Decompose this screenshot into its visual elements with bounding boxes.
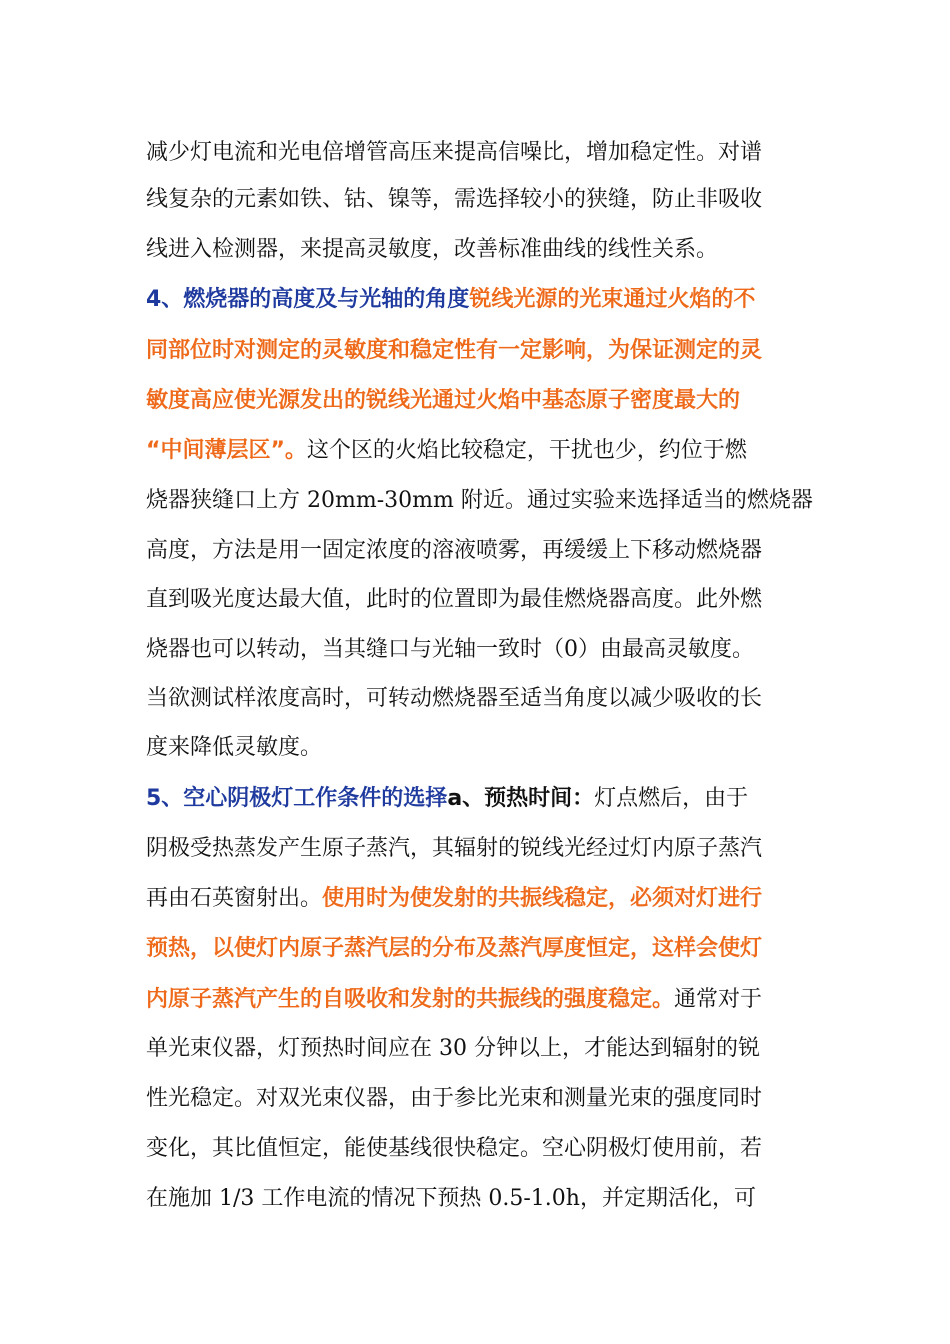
section-5-heading: 5、空心阴极灯工作条件的选择 [146,786,448,811]
paragraph-line-3: 线进入检测器，来提高灵敏度，改善标准曲线的线性关系。 [146,237,719,262]
highlight-line-1: 同部位时对测定的灵敏度和稳定性有一定影响，为保证测定的灵 [146,338,763,363]
paragraph-line-10: 烧器也可以转动，当其缝口与光轴一致时（0）由最高灵敏度。 [146,637,754,662]
highlight-line-2: 敏度高应使光源发出的锐线光通过火焰中基态原子密度最大的 [146,388,741,413]
paragraph-line-2: 线复杂的元素如铁、钴、镍等，需选择较小的狭缝，防止非吸收 [146,187,763,212]
paragraph-line-7: 烧器狭缝口上方 20mm-30mm 附近。通过实验来选择适当的燃烧器 [146,488,813,513]
section-4-heading-line [146,285,826,315]
paragraph-line-9: 直到吸光度达最大值，此时的位置即为最佳燃烧器高度。此外燃 [146,587,763,612]
paragraph-line-11: 当欲测试样浓度高时，可转动燃烧器至适当角度以减少吸收的长 [146,686,763,711]
paragraph-line-18: 单光束仪器，灯预热时间应在 30 分钟以上，才能达到辐射的锐 [146,1036,760,1061]
paragraph-line-8: 高度，方法是用一固定浓度的溶液喷雾，再缓缓上下移动燃烧器 [146,538,763,563]
section-4-heading: 4、燃烧器的高度及与光轴的角度 [146,287,470,312]
highlight-line-5: 内原子蒸汽产生的自吸收和发射的共振线的强度稳定。通常对于 [146,987,763,1012]
paragraph-line-14: 阴极受热蒸发产生原子蒸汽，其辐射的锐线光经过灯内原子蒸汽 [146,836,763,861]
paragraph-line-20: 变化，其比值恒定，能使基线很快稳定。空心阴极灯使用前，若 [146,1136,763,1161]
subheading-preheat-time: a、预热时间： [447,786,595,811]
highlight-line-4: 预热，以使灯内原子蒸汽层的分布及蒸汽厚度恒定，这样会使灯 [146,936,763,961]
paragraph-line-21: 在施加 1/3 工作电流的情况下预热 0.5-1.0h，并定期活化，可 [146,1186,756,1211]
section-5-heading-line: 5、空心阴极灯工作条件的选择a、预热时间：灯点燃后，由于 [146,786,749,811]
paragraph-line-19: 性光稳定。对双光束仪器，由于参比光束和测量光束的强度同时 [146,1086,763,1111]
highlight-line-3: “中间薄层区”。这个区的火焰比较稳定，干扰也少，约位于燃 [146,438,747,463]
paragraph-line-15: 再由石英窗射出。使用时为使发射的共振线稳定，必须对灯进行 [146,886,763,911]
paragraph-line-12: 度来降低灵敏度。 [146,735,323,760]
highlight-text: 锐线光源的光束通过火焰的不 [469,287,756,312]
paragraph-line-1: 减少灯电流和光电倍增管高压来提高信噪比，增加稳定性。对谱 [146,140,763,165]
